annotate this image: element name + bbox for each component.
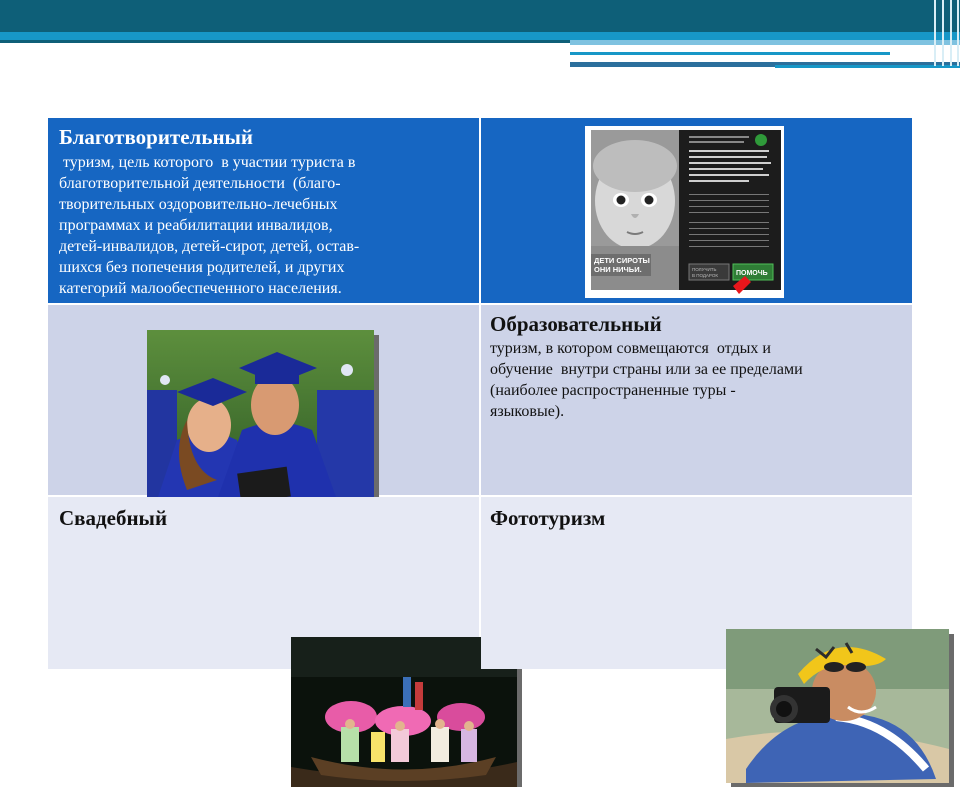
charity-line: благотворительной деятельности (благо- bbox=[59, 175, 341, 192]
header-band-step bbox=[570, 52, 890, 55]
tourism-types-table bbox=[48, 118, 912, 669]
educational-line: обучение внутри страны или за ее пределами bbox=[490, 361, 803, 378]
poster-button-right: ПОМОЧЬ bbox=[736, 270, 768, 277]
educational-title: Образовательный bbox=[490, 312, 662, 336]
wedding-title: Свадебный bbox=[59, 506, 168, 530]
phototourism-title: Фототуризм bbox=[490, 506, 606, 530]
cell-charity-text bbox=[48, 118, 479, 303]
graduates-photo bbox=[147, 330, 374, 500]
cell-graduates-image bbox=[48, 305, 479, 495]
charity-line: программах и реабилитации инвалидов, bbox=[59, 217, 333, 234]
cell-charity-image bbox=[481, 118, 912, 303]
poster-caption: ОНИ НИЧЬИ. bbox=[594, 265, 642, 274]
educational-line: языковые). bbox=[490, 403, 565, 420]
educational-line: (наиболее распространенные туры - bbox=[490, 382, 736, 399]
svg-text:В ПОДАРОК: В ПОДАРОК bbox=[692, 273, 718, 278]
poster-button-left: ПОЛУЧИТЬ bbox=[692, 267, 717, 272]
poster-caption: ДЕТИ СИРОТЫ bbox=[594, 256, 650, 265]
header-band-light bbox=[0, 32, 960, 40]
charity-line: детей-инвалидов, детей-сирот, детей, остав- bbox=[59, 238, 360, 255]
educational-line: туризм, в котором совмещаются отдых и bbox=[490, 340, 771, 357]
charity-description bbox=[59, 152, 359, 299]
educational-description bbox=[490, 338, 803, 422]
charity-line: категорий малообеспеченного населения. bbox=[59, 280, 342, 297]
header-band-thin bbox=[0, 40, 570, 43]
cell-educational-text bbox=[481, 305, 912, 495]
charity-title: Благотворительный bbox=[59, 125, 254, 149]
header-band-dark bbox=[0, 0, 960, 32]
header-vertical-lines bbox=[928, 0, 960, 66]
charity-poster-image bbox=[585, 126, 784, 298]
charity-line: шихся без попечения родителей, и других bbox=[59, 259, 345, 276]
charity-line: творительных оздоровительно-лечебных bbox=[59, 196, 338, 213]
header-band-step bbox=[570, 40, 960, 45]
charity-line: туризм, цель которого в участии туриста в bbox=[59, 154, 356, 171]
photographer-photo bbox=[726, 629, 949, 783]
